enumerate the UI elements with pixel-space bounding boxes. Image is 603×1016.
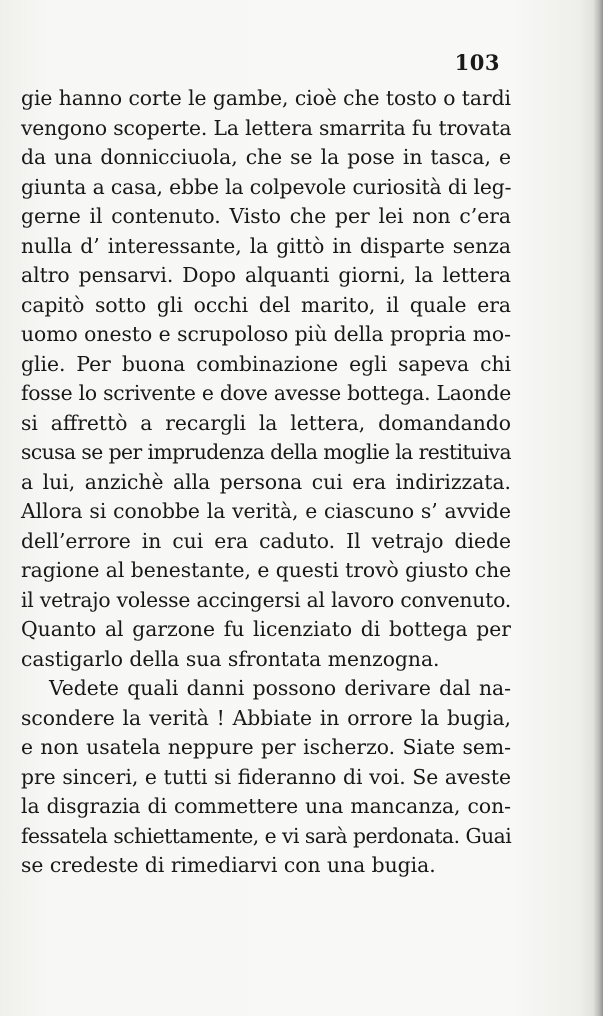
text-line: capitò sotto gli occhi del marito, il quale era <box>21 292 511 317</box>
text-line: pre sinceri, e tutti si fideranno di voi. Se aveste <box>21 764 511 789</box>
page-number: 103 <box>454 50 500 75</box>
text-line: gie hanno corte le gambe, cioè che tosto o tardi <box>21 86 511 110</box>
text-line: scondere la verità ! Abbiate in orrore la bugia, <box>21 705 511 730</box>
text-line: Vedete quali danni possono derivare dal na- <box>49 676 511 700</box>
text-line: ragione al benestante, e questi trovò giusto che <box>21 558 512 582</box>
text-line: e non usatela neppure per ischerzo. Siate sem- <box>21 735 511 759</box>
text-line: fosse lo scrivente e dove avesse bottega. Laonde <box>21 381 511 405</box>
text-line: altro pensarvi. Dopo alquanti giorni, la lettera <box>21 263 511 287</box>
text-line: scusa se per imprudenza della moglie la restituiva <box>21 440 511 464</box>
text-line: vengono scoperte. La lettera smarrita fu trovata <box>21 115 512 140</box>
paragraph <box>21 674 511 881</box>
text-line: uomo onesto e scrupoloso più della propria mo- <box>21 322 511 346</box>
text-line: Quanto al garzone fu licenziato di bottega per <box>21 617 511 641</box>
text-line: se credeste di rimediarvi con una bugia. <box>21 853 436 877</box>
body-text <box>21 84 511 881</box>
text-line: glie. Per buona combinazione egli sapeva chi <box>21 351 511 376</box>
text-line: gerne il contenuto. Visto che per lei non c’era <box>21 204 511 228</box>
text-line: da una donnicciuola, che se la pose in tasca, e <box>21 145 511 169</box>
text-line: dell’errore in cui era caduto. Il vetrajo diede <box>21 528 511 553</box>
paragraph <box>21 84 511 674</box>
text-line: castigarlo della sua sfrontata menzogna. <box>21 646 440 671</box>
text-line: giunta a casa, ebbe la colpevole curiosità di leg- <box>21 174 512 199</box>
text-line: a lui, anzichè alla persona cui era indirizzata. <box>21 469 511 494</box>
text-line: nulla d’ interessante, la gittò in disparte senza <box>21 233 511 258</box>
text-line: si affrettò a recargli la lettera, domandando <box>21 410 511 435</box>
text-line: la disgrazia di commettere una mancanza, con- <box>21 794 511 818</box>
text-line: Allora si conobbe la verità, e ciascuno s’ avvide <box>21 499 511 523</box>
page-edge-shadow <box>593 0 603 1016</box>
text-line: fessatela schiettamente, e vi sarà perdonata. Guai <box>21 823 512 848</box>
text-line: il vetrajo volesse accingersi al lavoro convenuto. <box>21 587 511 612</box>
